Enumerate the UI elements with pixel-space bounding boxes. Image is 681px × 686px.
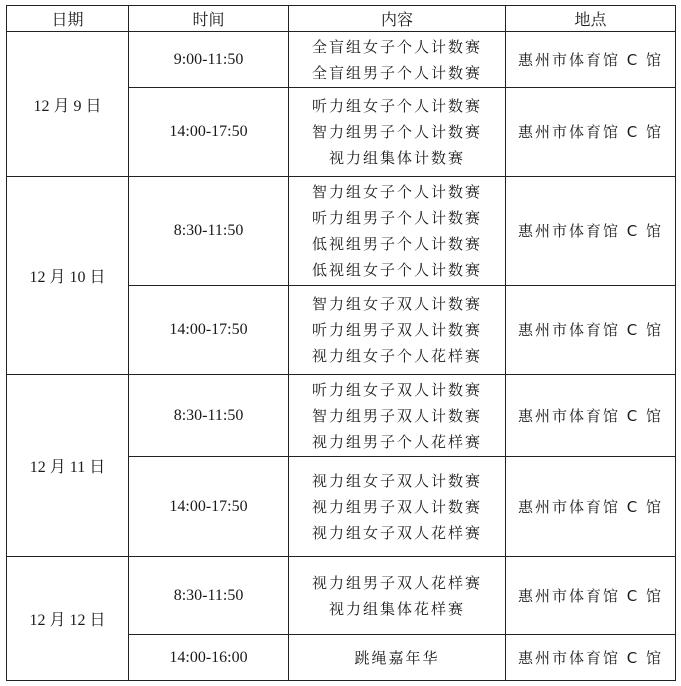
events-cell <box>289 88 506 177</box>
event-item: 全盲组女子个人计数赛 <box>311 37 482 56</box>
table-row <box>7 32 676 88</box>
event-item: 视力组男子双人计数赛 <box>311 497 482 516</box>
events-cell <box>289 177 506 286</box>
header-content: 内容 <box>289 6 506 32</box>
event-item: 全盲组男子个人计数赛 <box>311 63 482 82</box>
table-row <box>7 177 676 286</box>
venue-cell: 惠州市体育馆 C 馆 <box>506 375 676 457</box>
time-cell: 14:00-17:50 <box>129 457 289 557</box>
time-cell: 14:00-16:00 <box>129 635 289 681</box>
event-item: 智力组女子双人计数赛 <box>311 295 482 313</box>
events-cell <box>289 557 506 635</box>
header-time: 时间 <box>129 6 289 32</box>
event-item: 听力组女子双人计数赛 <box>311 380 482 399</box>
event-item: 低视组男子个人计数赛 <box>311 235 482 253</box>
venue-cell: 惠州市体育馆 C 馆 <box>506 177 676 286</box>
date-cell: 12 月 9 日 <box>7 32 129 177</box>
schedule-body <box>7 32 676 681</box>
events-cell <box>289 457 506 557</box>
date-cell: 12 月 10 日 <box>7 177 129 375</box>
event-item: 视力组女子个人花样赛 <box>311 347 482 365</box>
event-item: 听力组男子双人计数赛 <box>311 321 482 339</box>
venue-cell: 惠州市体育馆 C 馆 <box>506 286 676 375</box>
table-row <box>7 375 676 457</box>
time-cell: 14:00-17:50 <box>129 88 289 177</box>
time-cell: 8:30-11:50 <box>129 375 289 457</box>
event-item: 视力组男子双人花样赛 <box>311 573 482 592</box>
venue-cell: 惠州市体育馆 C 馆 <box>506 635 676 681</box>
events-cell <box>289 286 506 375</box>
event-item: 视力组女子双人花样赛 <box>311 523 482 542</box>
time-cell: 14:00-17:50 <box>129 286 289 375</box>
header-row <box>7 6 676 32</box>
time-cell: 8:30-11:50 <box>129 557 289 635</box>
event-item: 智力组男子个人计数赛 <box>311 123 482 141</box>
venue-cell: 惠州市体育馆 C 馆 <box>506 557 676 635</box>
event-item: 视力组集体计数赛 <box>328 149 465 167</box>
time-cell: 9:00-11:50 <box>129 32 289 88</box>
event-item: 跳绳嘉年华 <box>354 648 440 667</box>
venue-cell: 惠州市体育馆 C 馆 <box>506 32 676 88</box>
event-item: 低视组女子个人计数赛 <box>311 261 482 279</box>
event-item: 智力组女子个人计数赛 <box>311 183 482 201</box>
date-cell: 12 月 11 日 <box>7 375 129 557</box>
events-cell <box>289 635 506 681</box>
event-item: 智力组男子双人计数赛 <box>311 406 482 425</box>
venue-cell: 惠州市体育馆 C 馆 <box>506 457 676 557</box>
table-row <box>7 557 676 635</box>
event-item: 视力组女子双人计数赛 <box>311 471 482 490</box>
schedule-table <box>6 5 676 681</box>
events-cell <box>289 32 506 88</box>
event-item: 视力组男子个人花样赛 <box>311 432 482 451</box>
header-venue: 地点 <box>506 6 676 32</box>
time-cell: 8:30-11:50 <box>129 177 289 286</box>
date-cell: 12 月 12 日 <box>7 557 129 681</box>
event-item: 视力组集体花样赛 <box>328 599 465 618</box>
event-item: 听力组女子个人计数赛 <box>311 97 482 115</box>
venue-cell: 惠州市体育馆 C 馆 <box>506 88 676 177</box>
events-cell <box>289 375 506 457</box>
event-item: 听力组男子个人计数赛 <box>311 209 482 227</box>
header-date: 日期 <box>7 6 129 32</box>
